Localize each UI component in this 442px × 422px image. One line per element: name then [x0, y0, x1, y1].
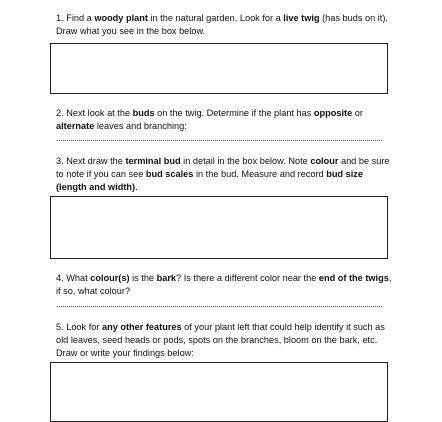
question-text-run: 4. What	[56, 273, 91, 283]
emphasized-term: live twig	[283, 13, 320, 23]
question-text-run: 3. Next draw the	[56, 156, 126, 166]
question-5-findings-box[interactable]	[50, 362, 388, 422]
question-2-text	[56, 107, 396, 133]
emphasized-term: colour	[310, 156, 339, 166]
emphasized-term: opposite	[313, 108, 353, 118]
emphasized-term: bud size (length and width)	[56, 168, 363, 192]
emphasized-term: any other features	[101, 322, 182, 332]
question-text-run: (has buds on it). Draw what you see in the box below.	[56, 13, 388, 36]
question-text-run: in the bud. Measure and record	[193, 168, 327, 179]
emphasized-term: end of the twigs	[318, 273, 389, 283]
emphasized-term: buds	[132, 108, 155, 118]
question-text-run: is the	[129, 273, 157, 283]
question-text-run: leaves and branching:	[94, 120, 187, 131]
emphasized-term: woody plant	[94, 13, 148, 23]
question-text-run: in the natural garden. Look for a	[147, 13, 284, 23]
question-text-run: of your plant left that could help identify it such as old leaves, seed heads or pods, spots on the branches, bloom on the bark, etc. Draw or write your findings below:	[56, 322, 385, 358]
question-3-drawing-box[interactable]	[50, 196, 388, 259]
emphasized-term: bark	[156, 273, 177, 283]
emphasized-term: alternate	[56, 120, 95, 131]
emphasized-term: colour(s)	[90, 273, 130, 283]
question-text-run: 2. Next look at the	[56, 108, 133, 118]
question-2-answer-line[interactable]	[57, 140, 382, 141]
question-text-run: and be sure to note if you can see	[56, 156, 390, 179]
question-text-run: 1. Find a	[56, 13, 95, 23]
question-text-run: , if so, what colour?	[56, 273, 392, 296]
question-1-text	[56, 12, 396, 38]
question-5-text	[56, 321, 396, 359]
question-text-run: on the twig. Determine if the plant has	[154, 108, 314, 118]
question-1-drawing-box[interactable]	[50, 43, 388, 94]
question-text-run: .	[135, 181, 138, 192]
question-3-text	[56, 155, 396, 193]
question-text-run: in detail in the box below. Note	[180, 156, 311, 166]
question-4-answer-line[interactable]	[57, 306, 382, 307]
emphasized-term: terminal bud	[125, 156, 181, 166]
question-text-run: ? Is there a different color near the	[176, 273, 319, 283]
question-text-run: or	[352, 108, 363, 118]
question-text-run: 5. Look for	[56, 322, 102, 332]
question-4-text	[56, 272, 396, 298]
emphasized-term: bud scales	[145, 168, 194, 179]
